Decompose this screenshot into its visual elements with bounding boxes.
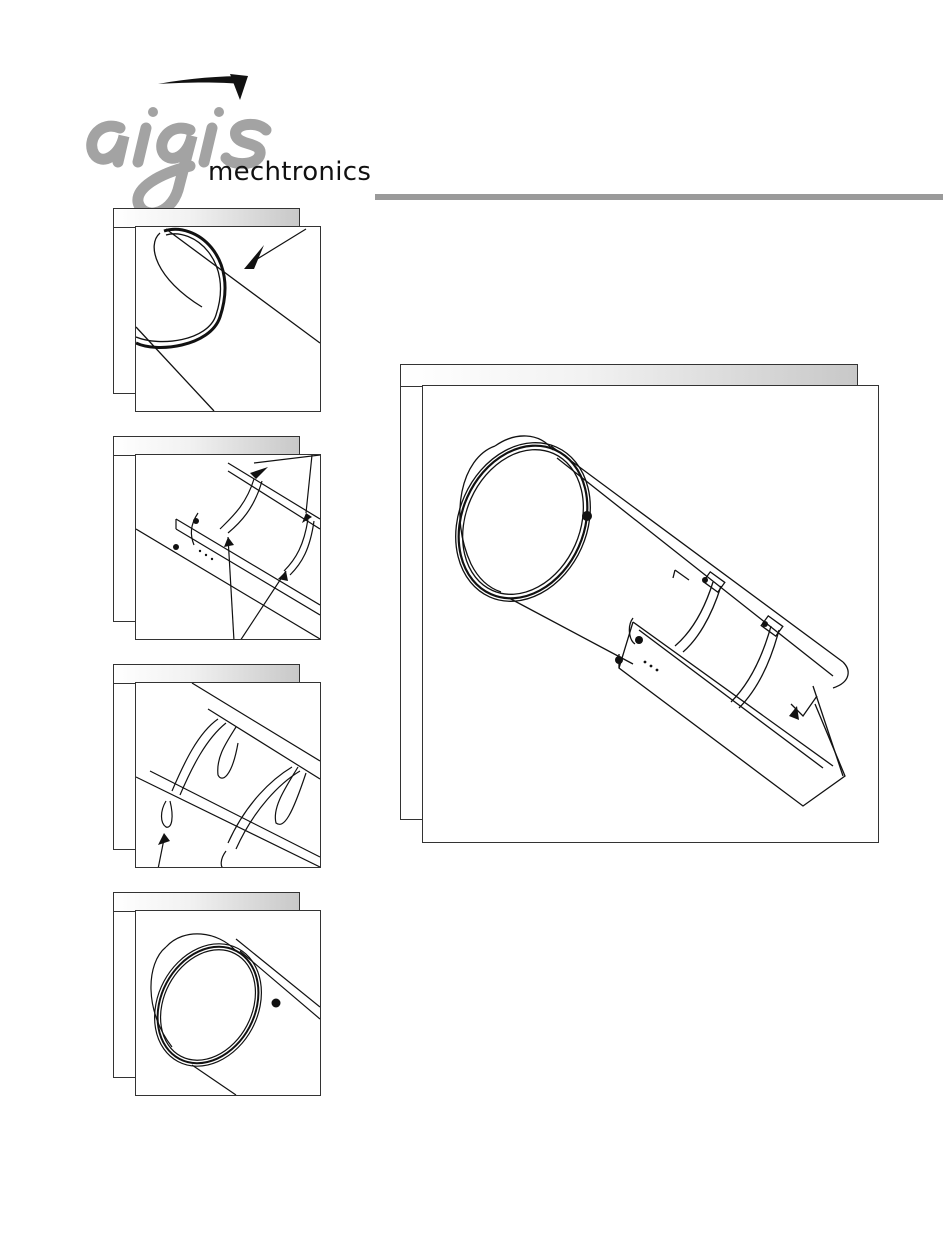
arrow-icon xyxy=(250,467,268,479)
figure-step-1 xyxy=(113,208,323,413)
header-rule xyxy=(375,194,943,200)
figure-main-assembly xyxy=(400,364,880,844)
step-4-illustration xyxy=(136,911,320,1095)
step-2-illustration xyxy=(136,455,320,639)
figure-step-3 xyxy=(113,664,323,869)
arrow-icon xyxy=(158,833,170,845)
step-1-illustration xyxy=(136,227,320,411)
arrow-icon xyxy=(224,537,234,547)
arrow-icon xyxy=(278,571,288,581)
figure-step-4 xyxy=(113,892,323,1097)
brand-logo xyxy=(80,70,380,230)
brand-tagline: mechtronics xyxy=(208,157,372,187)
main-assembly-illustration xyxy=(423,386,878,842)
figure-step-2 xyxy=(113,436,323,641)
step-3-illustration xyxy=(136,683,320,867)
